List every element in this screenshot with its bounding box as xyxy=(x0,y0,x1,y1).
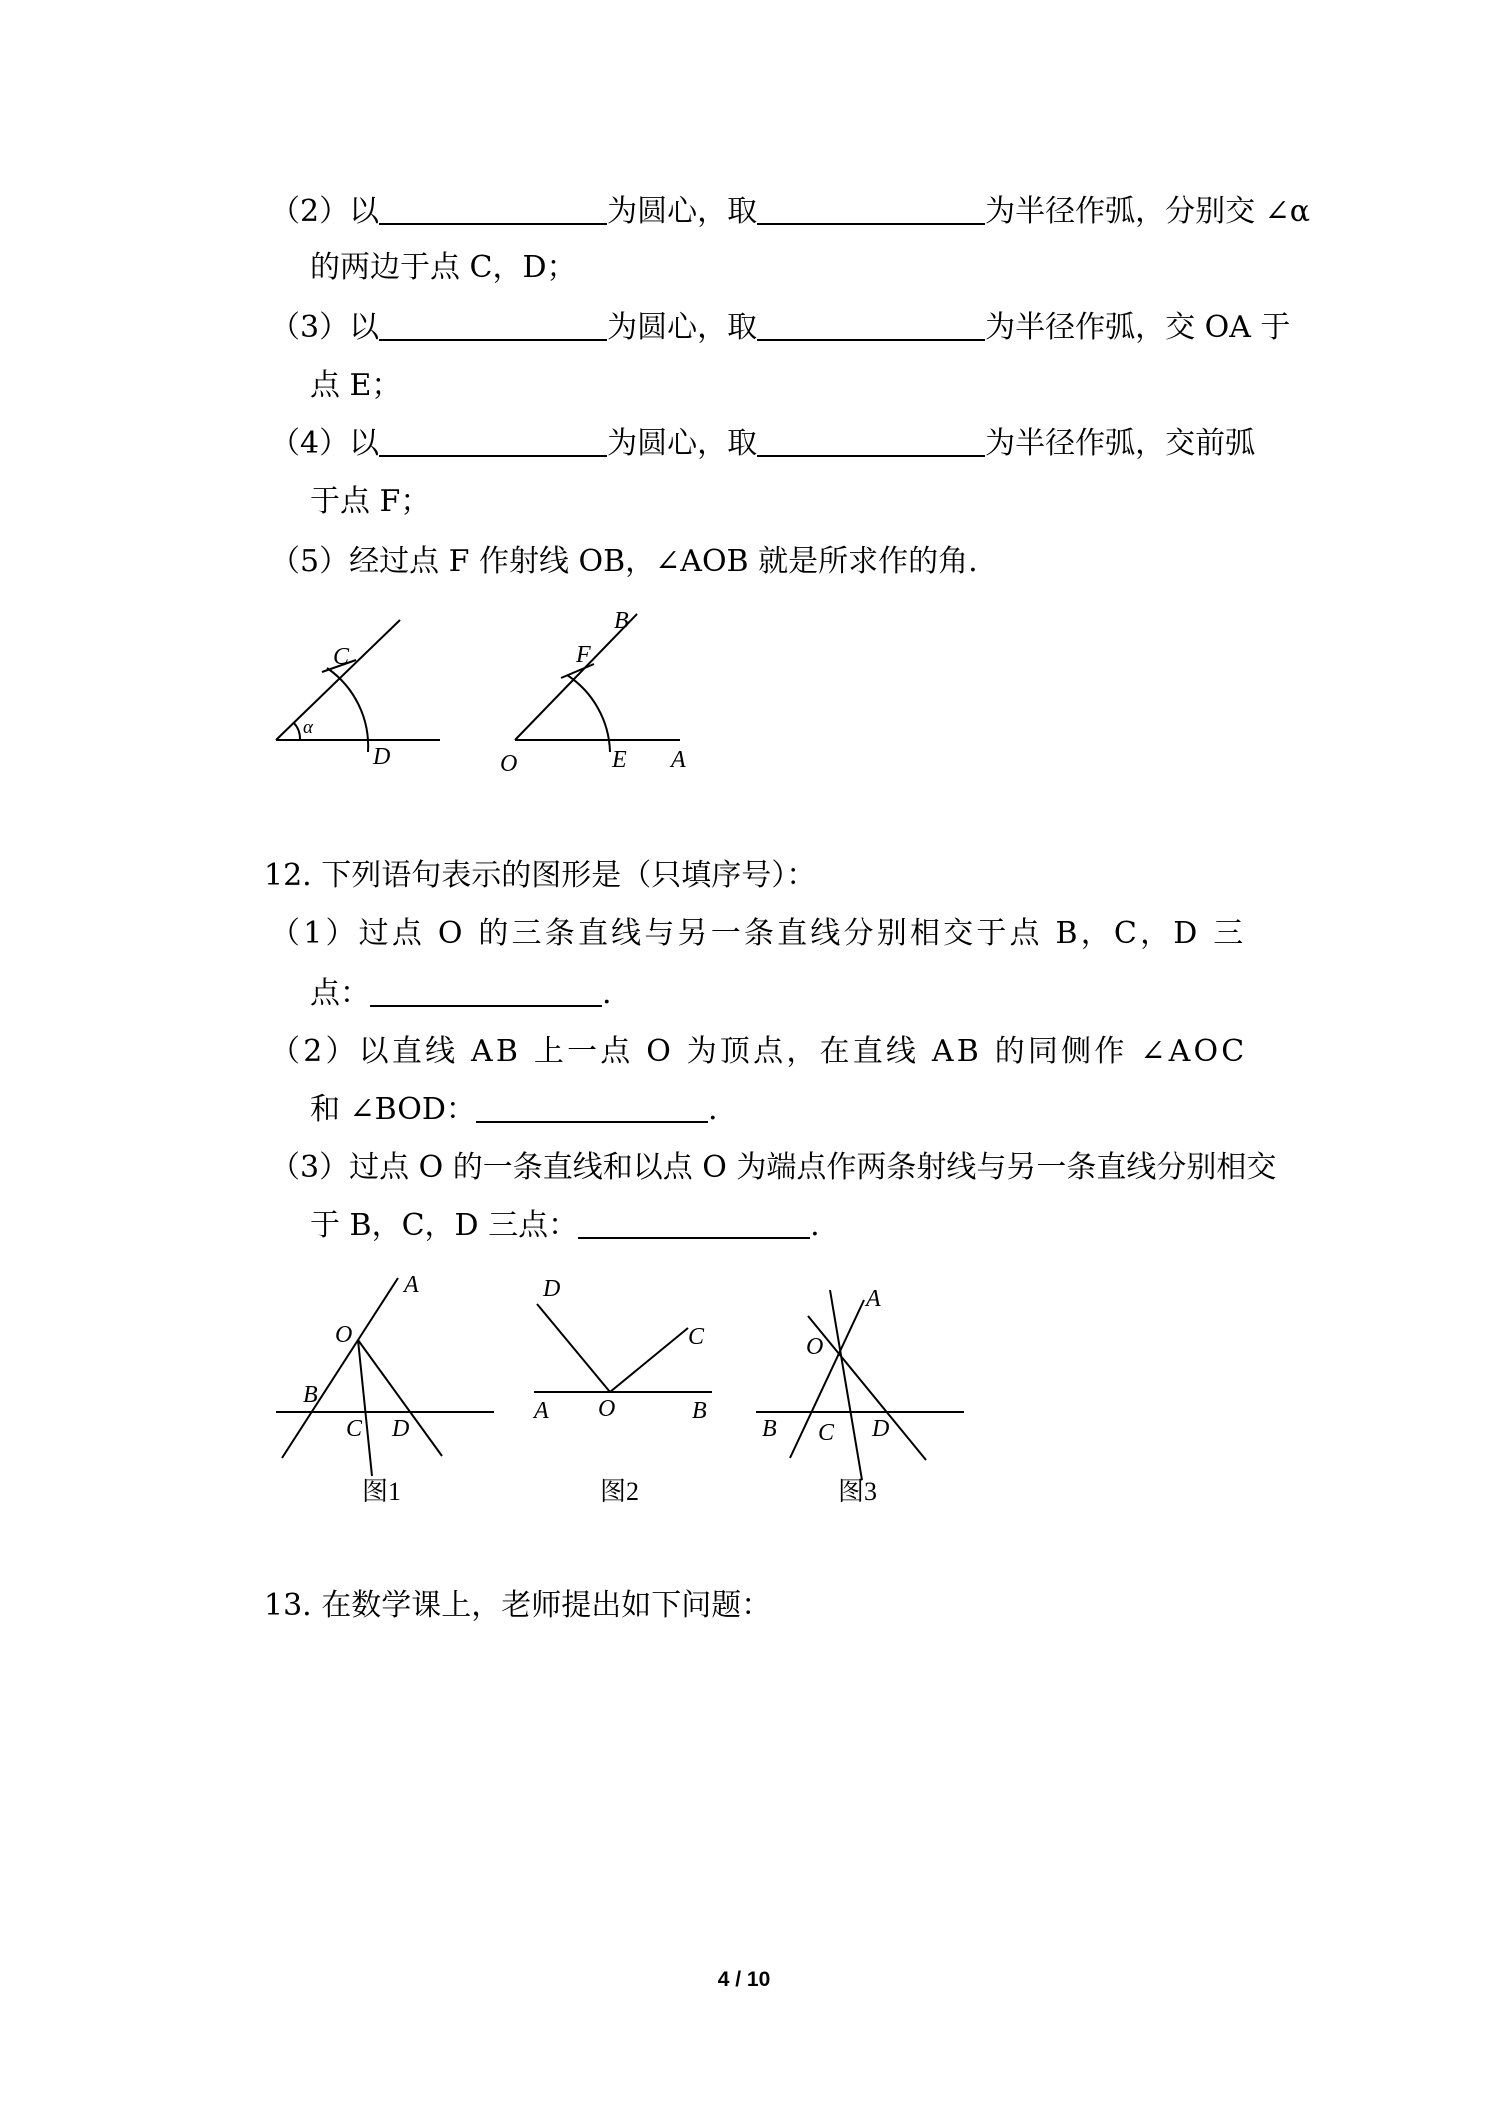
q11-step2-suffix: 为半径作弧，分别交 ∠α xyxy=(985,194,1311,229)
q12-statement3-line2 xyxy=(310,1206,820,1246)
q11-step2-line2: 的两边于点 C，D； xyxy=(310,250,577,285)
q12-statement2-line1: （2）以直线 AB 上一点 O 为顶点，在直线 AB 的同侧作 ∠AOC xyxy=(270,1034,1248,1069)
q12-statement2-end: . xyxy=(707,1092,718,1127)
alpha-arc-tick xyxy=(322,660,356,672)
q12-statement3-blank[interactable] xyxy=(578,1207,810,1239)
q11-step3-line1 xyxy=(270,308,1290,348)
fig3-line-od xyxy=(808,1316,926,1460)
q12-statement1-end: . xyxy=(602,976,612,1011)
q11-step4-prefix: （4）以 xyxy=(270,426,380,461)
q12-statement2-blank[interactable] xyxy=(476,1091,708,1123)
fig1-label-o: O xyxy=(335,1322,353,1348)
fig3-line-oc xyxy=(830,1290,862,1480)
q12-title: 12. 下列语句表示的图形是（只填序号）： xyxy=(264,858,817,893)
q11-step3-mid: 为圆心，取 xyxy=(607,310,758,345)
label-alpha: α xyxy=(303,717,313,738)
q11-step4-blank-center[interactable] xyxy=(379,425,607,457)
label-f: F xyxy=(576,642,591,668)
fig1-label-c: C xyxy=(346,1416,363,1442)
q13-title: 13. 在数学课上，老师提出如下问题： xyxy=(264,1588,772,1623)
fig1-label-d: D xyxy=(392,1416,410,1442)
aob-arc-tick xyxy=(561,664,594,678)
q12-statement1-line2 xyxy=(310,974,612,1014)
fig2-label-o: O xyxy=(598,1396,616,1422)
figure-2 xyxy=(534,1304,712,1392)
q12-statement1-prefix: 点： xyxy=(310,976,370,1011)
label-d: D xyxy=(373,744,391,770)
page-number: 4 / 10 xyxy=(717,1968,771,1991)
label-c: C xyxy=(333,644,350,670)
fig3-label-c: C xyxy=(818,1420,835,1446)
fig3-caption: 图3 xyxy=(838,1477,878,1506)
label-a: A xyxy=(671,747,686,773)
q11-step4-suffix: 为半径作弧，交前弧 xyxy=(985,426,1256,461)
fig3-label-o: O xyxy=(806,1334,824,1360)
q12-statement2-line2 xyxy=(310,1090,717,1130)
fig2-ray-od xyxy=(537,1304,610,1392)
fig1-label-b: B xyxy=(303,1382,318,1408)
figure-angle-alpha xyxy=(276,620,440,752)
label-b: B xyxy=(614,608,629,634)
q11-step4-blank-radius[interactable] xyxy=(757,425,985,457)
q12-statement1-line1: （1）过点 O 的三条直线与另一条直线分别相交于点 B，C，D 三 xyxy=(270,916,1247,951)
alpha-slanted-ray xyxy=(276,620,400,740)
q11-step2-blank-center[interactable] xyxy=(379,193,607,225)
figure-3 xyxy=(756,1290,964,1480)
alpha-angle-mark xyxy=(294,723,300,740)
figure-1 xyxy=(276,1278,494,1476)
q11-step3-blank-radius[interactable] xyxy=(757,309,985,341)
fig1-line-od xyxy=(358,1340,442,1456)
fig3-line-ab xyxy=(790,1300,864,1458)
q11-step3-suffix: 为半径作弧，交 OA 于 xyxy=(985,310,1291,345)
q12-statement2-prefix: 和 ∠BOD： xyxy=(310,1092,476,1127)
fig1-line-ab xyxy=(282,1278,398,1458)
q11-step4-line1 xyxy=(270,424,1255,464)
figure-angle-aob xyxy=(515,614,680,752)
q11-step4-line2: 于点 F； xyxy=(310,484,431,519)
q11-step2-line1 xyxy=(270,192,1310,232)
fig2-caption: 图2 xyxy=(600,1477,640,1506)
q11-step3-prefix: （3）以 xyxy=(270,310,380,345)
fig2-label-d: D xyxy=(543,1276,561,1302)
q11-step3-line2: 点 E； xyxy=(310,368,402,403)
aob-arc xyxy=(567,675,610,752)
fig3-label-a: A xyxy=(866,1286,881,1312)
fig1-label-a: A xyxy=(404,1272,419,1298)
q11-step5: （5）经过点 F 作射线 OB，∠AOB 就是所求作的角. xyxy=(270,544,978,579)
q11-step2-prefix: （2）以 xyxy=(270,194,380,229)
fig2-label-a: A xyxy=(534,1398,549,1424)
fig3-label-b: B xyxy=(762,1416,777,1442)
fig1-caption: 图1 xyxy=(362,1477,402,1506)
q11-step2-mid: 为圆心，取 xyxy=(607,194,758,229)
q12-statement3-end: . xyxy=(810,1208,820,1243)
q12-statement3-line1: （3）过点 O 的一条直线和以点 O 为端点作两条射线与另一条直线分别相交 xyxy=(270,1150,1277,1185)
label-o: O xyxy=(500,751,518,777)
alpha-arc xyxy=(327,668,368,752)
fig2-label-b: B xyxy=(692,1398,707,1424)
q11-step2-blank-radius[interactable] xyxy=(757,193,985,225)
label-e: E xyxy=(612,747,627,773)
fig2-ray-oc xyxy=(610,1328,688,1392)
fig2-label-c: C xyxy=(688,1324,705,1350)
fig3-label-d: D xyxy=(872,1416,890,1442)
q12-statement1-blank[interactable] xyxy=(370,975,602,1007)
q12-statement3-prefix: 于 B，C，D 三点： xyxy=(310,1208,579,1243)
fig1-line-oc xyxy=(358,1340,372,1476)
q11-step3-blank-center[interactable] xyxy=(379,309,607,341)
ob-ray xyxy=(515,614,637,740)
q11-step4-mid: 为圆心，取 xyxy=(607,426,758,461)
